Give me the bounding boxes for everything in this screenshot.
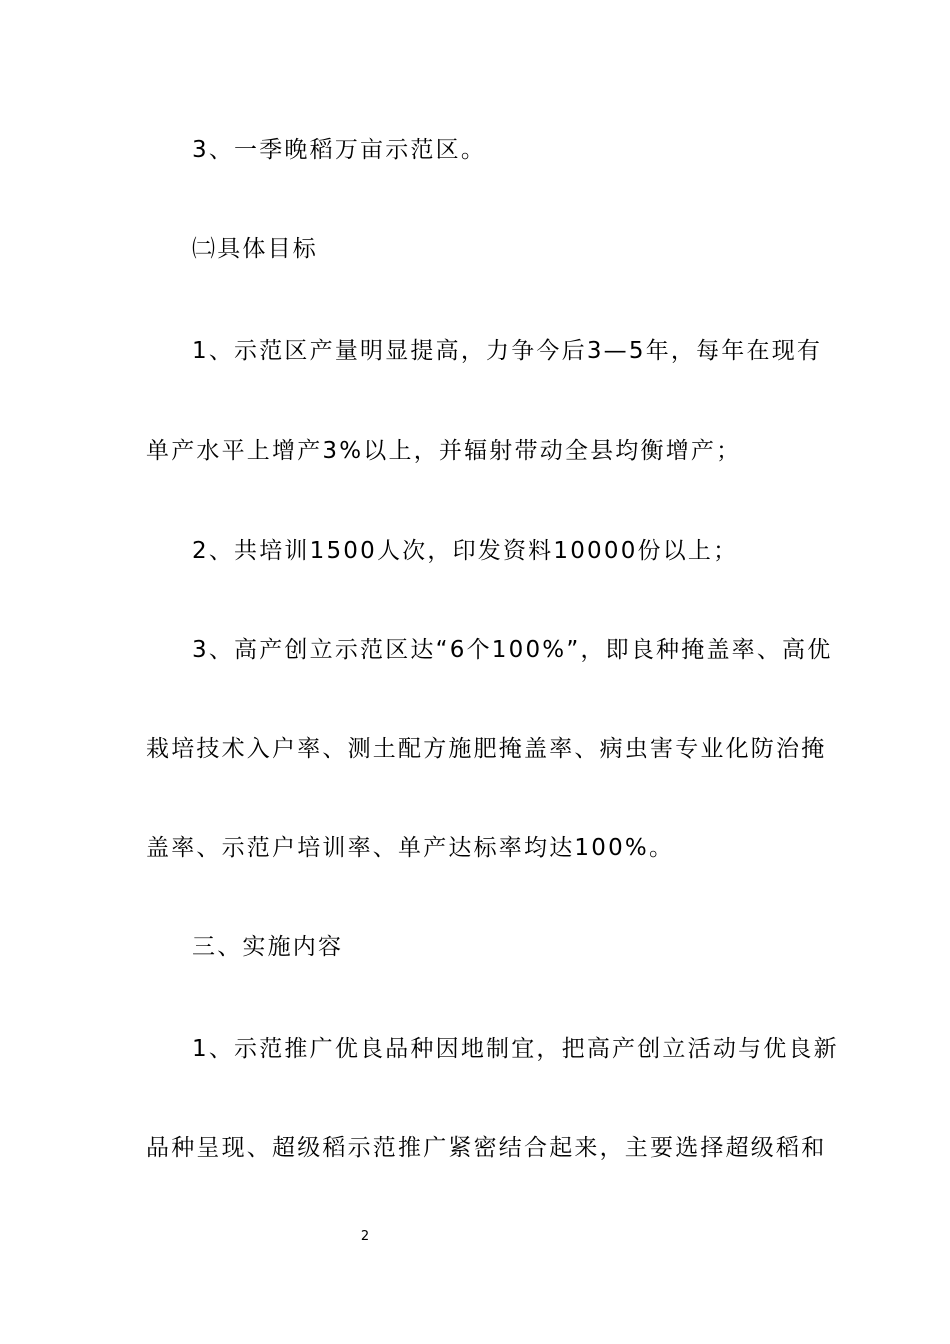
paragraph-line-1: 3、一季晚稻万亩示范区。 (192, 137, 487, 163)
subheading-specific-goals: ㈡具体目标 (192, 236, 318, 262)
paragraph-line-11: 品种呈现、超级稻示范推广紧密结合起来，主要选择超级稻和 (146, 1135, 827, 1161)
paragraph-line-8: 盖率、示范户培训率、单产达标率均达100%。 (146, 835, 675, 861)
paragraph-line-6: 3、高产创立示范区达“6个100%”，即良种掩盖率、高优 (192, 637, 833, 663)
section-heading-implementation: 三、实施内容 (192, 934, 344, 960)
paragraph-line-4: 单产水平上增产3%以上，并辐射带动全县均衡增产； (146, 438, 742, 464)
paragraph-line-3: 1、示范区产量明显提高，力争今后3—5年，每年在现有 (192, 338, 823, 364)
paragraph-line-5: 2、共培训1500人次，印发资料10000份以上； (192, 538, 739, 564)
paragraph-line-10: 1、示范推广优良品种因地制宜，把高产创立活动与优良新 (192, 1036, 839, 1062)
page-number: 2 (360, 1229, 370, 1244)
paragraph-line-7: 栽培技术入户率、测土配方施肥掩盖率、病虫害专业化防治掩 (146, 736, 827, 762)
